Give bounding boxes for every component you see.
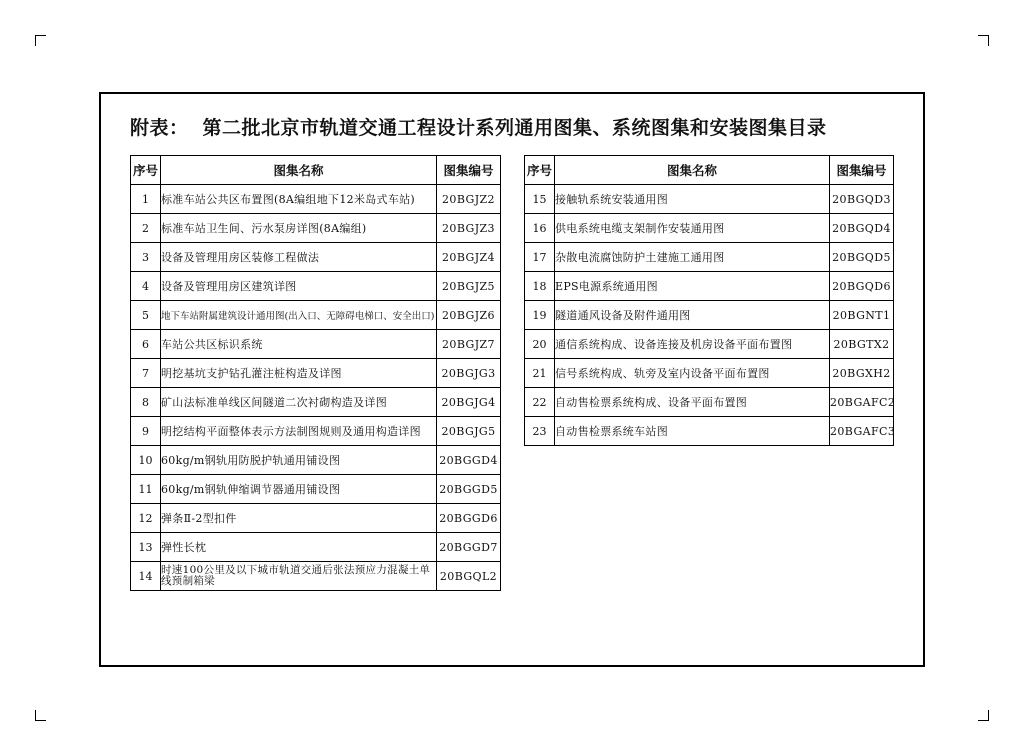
table-header-row — [525, 156, 894, 185]
table-row — [525, 243, 894, 272]
table-row — [131, 388, 501, 417]
row-number: 16 — [525, 214, 555, 243]
catalog-table-left — [130, 155, 501, 591]
table-row — [525, 185, 894, 214]
catalog-table-right — [524, 155, 894, 446]
row-number: 23 — [525, 417, 555, 446]
row-number: 15 — [525, 185, 555, 214]
table-row — [525, 272, 894, 301]
row-name: 供电系统电缆支架制作安装通用图 — [555, 214, 830, 243]
row-number: 18 — [525, 272, 555, 301]
row-name: 车站公共区标识系统 — [161, 330, 437, 359]
table-row — [131, 533, 501, 562]
table-row — [525, 359, 894, 388]
row-number: 12 — [131, 504, 161, 533]
table-row — [131, 272, 501, 301]
row-number: 6 — [131, 330, 161, 359]
row-code: 20BGJG4 — [437, 388, 501, 417]
row-number: 19 — [525, 301, 555, 330]
row-code: 20BGNT1 — [830, 301, 894, 330]
table-row — [131, 446, 501, 475]
table-row — [131, 301, 501, 330]
table-row — [131, 243, 501, 272]
row-name: 通信系统构成、设备连接及机房设备平面布置图 — [555, 330, 830, 359]
row-code: 20BGQD3 — [830, 185, 894, 214]
table-row — [131, 185, 501, 214]
row-code: 20BGJG5 — [437, 417, 501, 446]
table-row — [131, 330, 501, 359]
header-name: 图集名称 — [555, 156, 830, 185]
row-code: 20BGGD6 — [437, 504, 501, 533]
table-row — [525, 417, 894, 446]
row-code: 20BGQL2 — [437, 562, 501, 591]
row-name: 弹条Ⅱ-2型扣件 — [161, 504, 437, 533]
row-number: 5 — [131, 301, 161, 330]
row-code: 20BGGD4 — [437, 446, 501, 475]
table-row — [131, 562, 501, 591]
table-row — [525, 388, 894, 417]
row-name: 隧道通风设备及附件通用图 — [555, 301, 830, 330]
row-name: 60kg/m钢轨伸缩调节器通用铺设图 — [161, 475, 437, 504]
row-name: 杂散电流腐蚀防护土建施工通用图 — [555, 243, 830, 272]
row-number: 14 — [131, 562, 161, 591]
row-name: 60kg/m钢轨用防脱护轨通用铺设图 — [161, 446, 437, 475]
row-name: 矿山法标准单线区间隧道二次衬砌构造及详图 — [161, 388, 437, 417]
row-number: 2 — [131, 214, 161, 243]
row-code: 20BGGD7 — [437, 533, 501, 562]
crop-mark-top-right — [978, 35, 989, 46]
title-prefix: 附表： — [130, 117, 189, 139]
table-row — [131, 475, 501, 504]
row-name: 标准车站公共区布置图(8A编组地下12米岛式车站) — [161, 185, 437, 214]
row-name: 设备及管理用房区装修工程做法 — [161, 243, 437, 272]
row-number: 3 — [131, 243, 161, 272]
header-name: 图集名称 — [161, 156, 437, 185]
title-main: 第二批北京市轨道交通工程设计系列通用图集、系统图集和安装图集目录 — [202, 117, 827, 139]
row-code: 20BGJZ3 — [437, 214, 501, 243]
row-name: 信号系统构成、轨旁及室内设备平面布置图 — [555, 359, 830, 388]
row-name: 设备及管理用房区建筑详图 — [161, 272, 437, 301]
row-name: 时速100公里及以下城市轨道交通后张法预应力混凝土单线预制箱梁 — [161, 562, 437, 591]
page-title — [130, 113, 827, 140]
table-body-left — [131, 185, 501, 591]
header-no: 序号 — [525, 156, 555, 185]
row-name: 明挖结构平面整体表示方法制图规则及通用构造详图 — [161, 417, 437, 446]
row-number: 1 — [131, 185, 161, 214]
row-code: 20BGAFC2 — [830, 388, 894, 417]
row-code: 20BGJZ2 — [437, 185, 501, 214]
row-name: 弹性长枕 — [161, 533, 437, 562]
crop-mark-bottom-right — [978, 710, 989, 721]
row-number: 7 — [131, 359, 161, 388]
row-number: 10 — [131, 446, 161, 475]
row-name: 自动售检票系统构成、设备平面布置图 — [555, 388, 830, 417]
row-code: 20BGJZ6 — [437, 301, 501, 330]
header-code: 图集编号 — [830, 156, 894, 185]
row-code: 20BGTX2 — [830, 330, 894, 359]
row-code: 20BGQD4 — [830, 214, 894, 243]
row-code: 20BGAFC3 — [830, 417, 894, 446]
row-number: 13 — [131, 533, 161, 562]
row-code: 20BGXH2 — [830, 359, 894, 388]
row-number: 17 — [525, 243, 555, 272]
row-name: 明挖基坑支护钻孔灌注桩构造及详图 — [161, 359, 437, 388]
crop-mark-bottom-left — [35, 710, 46, 721]
row-number: 20 — [525, 330, 555, 359]
row-code: 20BGQD6 — [830, 272, 894, 301]
table-row — [131, 417, 501, 446]
row-name: 标准车站卫生间、污水泵房详图(8A编组) — [161, 214, 437, 243]
row-code: 20BGQD5 — [830, 243, 894, 272]
row-code: 20BGGD5 — [437, 475, 501, 504]
crop-mark-top-left — [35, 35, 46, 46]
row-number: 4 — [131, 272, 161, 301]
row-number: 21 — [525, 359, 555, 388]
row-name: EPS电源系统通用图 — [555, 272, 830, 301]
header-code: 图集编号 — [437, 156, 501, 185]
row-code: 20BGJG3 — [437, 359, 501, 388]
row-number: 9 — [131, 417, 161, 446]
table-row — [131, 359, 501, 388]
row-number: 22 — [525, 388, 555, 417]
table-row — [525, 330, 894, 359]
row-code: 20BGJZ4 — [437, 243, 501, 272]
row-code: 20BGJZ7 — [437, 330, 501, 359]
row-number: 11 — [131, 475, 161, 504]
table-row — [131, 214, 501, 243]
header-no: 序号 — [131, 156, 161, 185]
table-row — [525, 214, 894, 243]
table-row — [525, 301, 894, 330]
table-header-row — [131, 156, 501, 185]
row-number: 8 — [131, 388, 161, 417]
row-name: 地下车站附属建筑设计通用图(出入口、无障碍电梯口、安全出口) — [161, 301, 437, 330]
row-name: 自动售检票系统车站图 — [555, 417, 830, 446]
row-name: 接触轨系统安装通用图 — [555, 185, 830, 214]
table-body-right — [525, 185, 894, 446]
row-code: 20BGJZ5 — [437, 272, 501, 301]
table-row — [131, 504, 501, 533]
